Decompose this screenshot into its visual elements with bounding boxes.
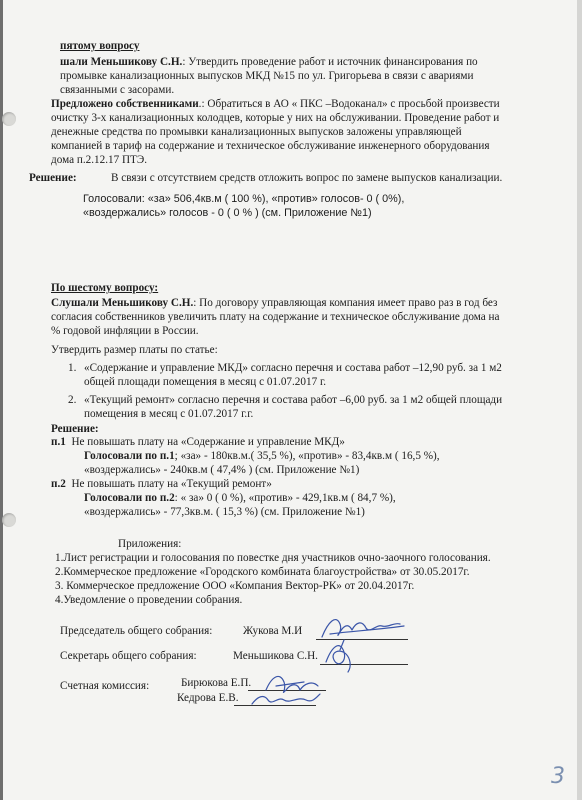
q6-heard-label: Слушали Меньшикову С.Н.: [51, 297, 194, 309]
chair-name: Жукова М.И: [243, 625, 303, 637]
q6-p2-text: Не повышать плату на «Текущий ремонт»: [71, 478, 272, 490]
q6-heard-line: % годовой инфляции в России.: [51, 325, 199, 337]
q6-p1-votes-label: Голосовали по п.1: [84, 450, 175, 462]
q6-item-line: «Текущий ремонт» согласно перечня и состава работ –6,00 руб. за 1 м2 общей площади: [84, 394, 503, 406]
attachment-item: 1.Лист регистрации и голосования по повестке дня участников очно-заочного голосования.: [55, 552, 491, 564]
q5-heard-line: связанными с засорами.: [60, 84, 175, 96]
attachment-item: 2.Коммерческое предложение «Городского комбината благоустройства» от 30.05.2017г.: [55, 566, 470, 578]
q6-p1-votes-line: «воздержались» - 240кв.м ( 47,4% ) (см. Приложение №1): [84, 464, 360, 476]
commission-signature: [266, 676, 318, 692]
q5-proposed-line: очистку 3-х канализационных колодцев, которые у них на обслуживании. Проведение работ и: [51, 112, 500, 124]
q6-p2-label: п.2: [51, 478, 66, 490]
commission-member: Бирюкова Е.П.: [181, 677, 252, 689]
q5-proposed-line: дома п.2.12.17 ПТЭ.: [51, 154, 148, 166]
q6-item-line: общей площади помещения в месяц с 01.07.2017 г.: [84, 376, 327, 388]
page-number: 3: [551, 764, 565, 789]
q5-votes-line: «воздержались» голосов - 0 ( 0 % ) (см. Приложение №1): [83, 207, 372, 219]
q6-approve-text: Утвердить размер платы по статье:: [51, 344, 218, 356]
q6-p1-label: п.1: [51, 436, 66, 448]
q6-p2-votes-text: : « за» 0 ( 0 %), «против» - 429,1кв.м ( 84,7 %),: [174, 492, 396, 504]
q5-heard-label: шали Меньшикову С.Н.: [60, 56, 183, 68]
q6-decision-label: Решение:: [51, 423, 99, 435]
q6-item-number: 2.: [68, 394, 77, 406]
q5-heard-line: промывке канализационных выпусков МКД №15 по ул. Григорьева в связи с авариями: [60, 70, 474, 82]
secretary-signature: [326, 646, 350, 672]
attachment-item: 4.Уведомление о проведении собрания.: [55, 594, 243, 606]
commission-member: Кедрова Е.В.: [177, 692, 239, 704]
q6-heard-line: согласия собственников увеличить плату на содержание и техническое обслуживание дома на: [51, 311, 500, 323]
q6-p1-text: Не повышать плату на «Содержание и управление МКД»: [71, 436, 345, 448]
q5-heard-text: : Утвердить проведение работ и источник финансирования по: [182, 56, 478, 68]
chair-label: Председатель общего собрания:: [60, 625, 213, 637]
secretary-name: Меньшикова С.Н.: [233, 650, 318, 662]
commission-label: Счетная комиссия:: [60, 680, 150, 692]
q6-item-number: 1.: [68, 362, 77, 374]
secretary-label: Секретарь общего собрания:: [60, 650, 197, 662]
q6-heading: По шестому вопросу:: [51, 282, 159, 294]
attachment-item: 3. Коммерческое предложение ООО «Компания Вектор-РК» от 20.04.2017г.: [55, 580, 415, 592]
commission-signature: [252, 694, 320, 704]
q5-votes-line: Голосовали: «за» 506,4кв.м ( 100 %), «против» голосов- 0 ( 0%),: [83, 193, 405, 205]
q5-proposed-line: денежные средства по промывки канализационных выпусков заложены управляющей: [51, 126, 462, 138]
q6-p2-votes-line: «воздержались» - 77,3кв.м. ( 15,3 %) (см. Приложение №1): [84, 506, 365, 518]
attachments-heading: Приложения:: [118, 538, 182, 550]
q6-item-line: помещения в месяц с 01.07.2017 г.г.: [84, 408, 254, 420]
q5-decision-text: В связи с отсутствием средств отложить вопрос по замене выпусков канализации.: [111, 172, 503, 184]
q6-p1-votes-text: ; «за» - 180кв.м.( 35,5 %), «против» - 83,4кв.м ( 16,5 %),: [174, 450, 440, 462]
q5-decision-label: Решение:: [29, 172, 77, 184]
q5-proposed-text: .: Обратиться в АО « ПКС –Водоканал» с просьбой произвести: [198, 98, 500, 110]
q6-item-line: «Содержание и управление МКД» согласно перечня и состава работ –12,90 руб. за 1 м2: [84, 362, 502, 374]
q6-heard-text: : По договору управляющая компания имеет право раз в год без: [193, 297, 498, 309]
q5-heading: пятому вопросу: [60, 40, 140, 52]
q5-proposed-line: компанией в тариф на содержание и техническое обслуживание инженерного оборудования: [51, 140, 490, 152]
q5-proposed-label: Предложено собственниками: [51, 98, 199, 110]
q6-p2-votes-label: Голосовали по п.2: [84, 492, 175, 504]
